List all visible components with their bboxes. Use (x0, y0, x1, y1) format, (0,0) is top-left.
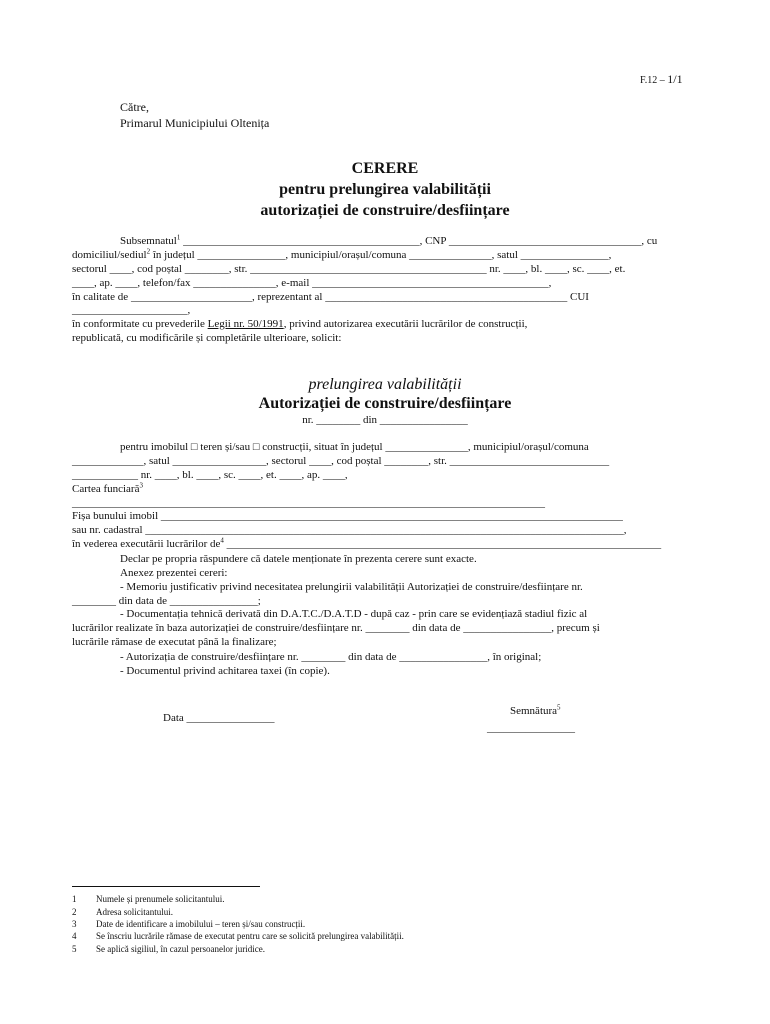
declaration-text: Declar pe propria răspundere că datele menționate în prezenta cerere sunt exacte. (120, 553, 477, 565)
annex-item-2-end: lucrările rămase de executat până la finalizare; (72, 636, 277, 648)
footnote-ref-4: 4 (220, 536, 224, 545)
domicile-label: domiciliul/sediul (72, 249, 147, 261)
property-sheet-field[interactable]: Fișa bunului imobil ____________________________________________________________________________________ (72, 510, 623, 522)
law-link[interactable]: Legii nr. 50/1991 (207, 318, 284, 330)
annex-heading: Anexez prezentei cereri: (120, 567, 228, 579)
legal-basis-text: în conformitate cu prevederile (72, 318, 208, 330)
applicant-line-1 (120, 235, 657, 247)
annex-item-2: - Documentația tehnică derivată din D.A.T.C./D.A.T.D - după caz - prin care se evidențiază stadiul fizic al (120, 608, 588, 620)
applicant-line-3[interactable]: sectorul ____, cod poștal ________, str. ___________________________________________ nr. ____, bl. ____, sc. ____, et. (72, 263, 626, 275)
footnote-number: 2 (72, 907, 77, 917)
form-code (640, 72, 683, 87)
request-bold-title: Autorizației de construire/desființare (258, 395, 512, 412)
request-italic-title: prelungirea valabilității (308, 376, 462, 393)
signature-label (510, 705, 561, 717)
annex-item-3[interactable]: - Autorizația de construire/desființare nr. ________ din data de ________________, în original; (120, 651, 542, 663)
land-book-field[interactable]: ______________________________________________________________________________________ (72, 497, 545, 509)
footnote-text: Se aplică sigiliul, în cazul persoanelor juridice. (96, 944, 265, 954)
applicant-name-label: Subsemnatul (120, 235, 177, 247)
legal-basis-line-1 (72, 318, 527, 330)
footnote-item (72, 919, 305, 929)
legal-basis-text-2: , privind autorizarea executării lucrărilor de construcții, (283, 318, 528, 330)
land-book-text: Cartea funciară (72, 483, 140, 495)
annex-item-4: - Documentul privind achitarea taxei (în copie). (120, 665, 330, 677)
signature-text: Semnătura (510, 705, 558, 717)
addressee-line-2: Primarul Municipiului Oltenița (120, 116, 270, 130)
date-field[interactable]: Data ________________ (163, 712, 275, 724)
property-line-1[interactable]: pentru imobilul □ teren și/sau □ construcții, situat în județul _______________, municipiul/orașul/comuna (120, 441, 589, 453)
footnote-ref-3: 3 (139, 481, 143, 490)
page-subtitle-2: autorizației de construire/desființare (260, 202, 510, 219)
cadastral-number-field[interactable]: sau nr. cadastral _______________________________________________________________________________________, (72, 524, 627, 536)
applicant-line-5[interactable]: în calitate de ______________________, reprezentant al ____________________________________________ CUI (72, 291, 589, 303)
works-line (72, 538, 661, 550)
property-line-2[interactable]: _____________, satul _________________, sectorul ____, cod poștal ________, str. _____________________________ (72, 455, 610, 467)
footnote-item (72, 944, 265, 954)
footnote-number: 1 (72, 894, 77, 904)
annex-item-1: - Memoriu justificativ privind necesitatea prelungirii valabilității Autorizației de construire/desființare nr. (120, 581, 583, 593)
footnote-ref-1: 1 (176, 233, 181, 242)
footnote-number: 5 (72, 944, 77, 954)
page-title: CERERE (351, 160, 419, 177)
footnote-ref-2: 2 (146, 247, 151, 256)
property-line-3[interactable]: ____________ nr. ____, bl. ____, sc. ____, et. ____, ap. ____, (72, 469, 348, 481)
applicant-name-field[interactable]: ___________________________________________, CNP ___________________________________, cu (180, 235, 658, 247)
signature-field[interactable]: ________________ (487, 722, 575, 734)
form-page-number: 1/1 (667, 72, 683, 86)
form-code-label: F.12 – (640, 75, 665, 86)
works-label: în vederea executării lucrărilor de (72, 538, 221, 550)
footnote-text: Date de identificare a imobilului – teren și/sau construcții. (96, 919, 306, 929)
footnote-number: 3 (72, 919, 77, 929)
footnote-item (72, 931, 404, 941)
applicant-line-6[interactable]: _____________________, (72, 304, 191, 316)
addressee-line-1: Către, (120, 100, 149, 114)
annex-item-2-cont[interactable]: lucrărilor realizate în baza autorizației de construire/desființare nr. ________ din data de ________________, precum și (72, 622, 600, 634)
footnote-ref-5: 5 (557, 703, 561, 712)
works-field[interactable]: _______________________________________________________________________________ (223, 538, 662, 550)
land-book-label (72, 483, 143, 495)
footnote-text: Adresa solicitantului. (96, 907, 173, 917)
legal-basis-line-2: republicată, cu modificările și completările ulterioare, solicit: (72, 332, 342, 344)
footnote-item (72, 894, 224, 904)
applicant-line-2 (72, 249, 611, 261)
authorization-number-line[interactable]: nr. ________ din ________________ (302, 414, 468, 426)
annex-item-1-date[interactable]: ________ din data de ________________; (72, 595, 261, 607)
footnote-separator (72, 886, 260, 887)
footnote-number: 4 (72, 931, 77, 941)
footnote-text: Se înscriu lucrările rămase de executat pentru care se solicită prelungirea valabilității. (96, 931, 404, 941)
footnote-item (72, 907, 173, 917)
domicile-field[interactable]: în județul ________________, municipiul/orașul/comuna _______________, satul ________________, (150, 249, 612, 261)
page-subtitle-1: pentru prelungirea valabilității (279, 181, 491, 198)
footnote-text: Numele și prenumele solicitantului. (96, 894, 225, 904)
applicant-line-4[interactable]: ____, ap. ____, telefon/fax _______________, e-mail ___________________________________________, (72, 277, 552, 289)
